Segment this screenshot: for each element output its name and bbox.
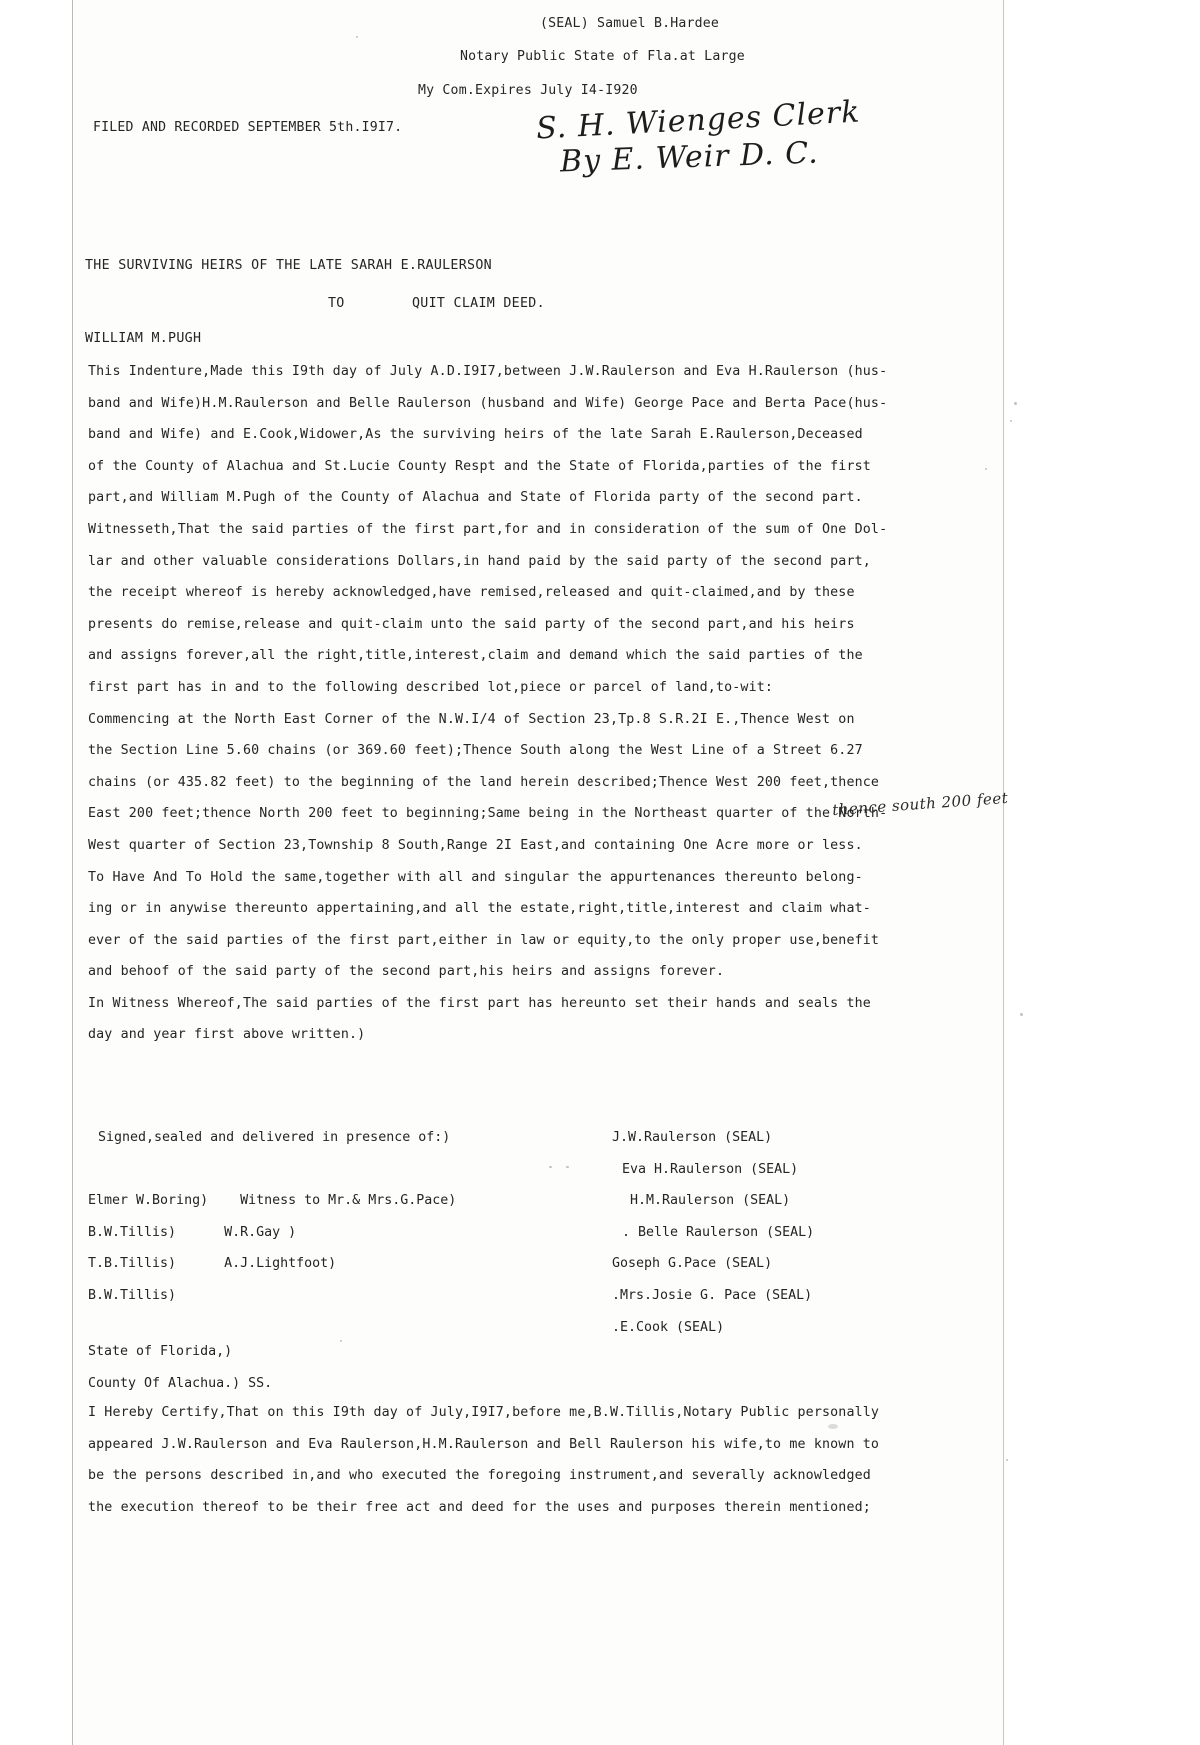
body-line: the receipt whereof is hereby acknowledged,have remised,released and quit-claimed,and by these <box>88 585 855 601</box>
county-line: County Of Alachua.) SS. <box>88 1375 273 1391</box>
signer-line: Eva H.Raulerson (SEAL) <box>622 1161 799 1177</box>
grantor-signature-column <box>612 1122 1002 1343</box>
body-line: In Witness Whereof,The said parties of the first part has hereunto set their hands and seals the <box>88 995 871 1011</box>
notary-commission-line: My Com.Expires July I4-I920 <box>418 83 638 98</box>
body-line: ever of the said parties of the first part,either in law or equity,to the only proper use,benefit <box>88 932 880 948</box>
scan-speck <box>549 1166 552 1168</box>
body-line: This Indenture,Made this I9th day of July A.D.I9I7,between J.W.Raulerson and Eva H.Raulerson (hus- <box>88 364 888 379</box>
page-right-margin <box>1004 0 1200 1745</box>
signer-line: .E.Cook (SEAL) <box>612 1319 725 1335</box>
notary-state-line: Notary Public State of Fla.at Large <box>460 49 745 64</box>
body-line: East 200 feet;thence North 200 feet to beginning;Same being in the Northeast quarter of the North- <box>88 806 888 822</box>
body-line: band and Wife)H.M.Raulerson and Belle Raulerson (husband and Wife) George Pace and Berta Pace(hus- <box>88 395 888 411</box>
venue-block <box>88 1336 588 1399</box>
body-line: the Section Line 5.60 chains (or 369.60 feet);Thence South along the West Line of a Street 6.27 <box>88 743 863 759</box>
witness-line: B.W.Tillis) <box>88 1287 177 1303</box>
signer-line: . Belle Raulerson (SEAL) <box>622 1224 815 1240</box>
body-line: part,and William M.Pugh of the County of Alachua and State of Florida party of the second part. <box>88 490 863 506</box>
scan-speck <box>356 36 358 38</box>
margin-correction-handwritten: thence south 200 feet <box>831 788 1009 820</box>
scan-speck <box>1020 1013 1023 1016</box>
acknowledgment-line: I Hereby Certify,That on this I9th day of July,I9I7,before me,B.W.Tillis,Notary Public personally <box>88 1405 880 1420</box>
state-line: State of Florida,) <box>88 1344 233 1359</box>
caption-to-word: TO <box>328 296 345 311</box>
witness-line: B.W.Tillis) W.R.Gay ) <box>88 1224 297 1240</box>
deputy-clerk-signature-handwritten: By E. Weir D. C. <box>559 135 820 180</box>
scan-speck <box>1010 420 1012 422</box>
body-line: presents do remise,release and quit-claim unto the said party of the second part,and his heirs <box>88 616 855 632</box>
scan-smudge <box>828 1424 838 1429</box>
clerk-signature-handwritten: S. H. Wienges Clerk <box>535 94 862 147</box>
page-left-margin <box>0 0 72 1745</box>
signer-line: Goseph G.Pace (SEAL) <box>612 1256 773 1272</box>
body-line: first part has in and to the following described lot,piece or parcel of land,to-wit: <box>88 679 774 695</box>
acknowledgment-line: the execution thereof to be their free act and deed for the uses and purposes therein mentioned; <box>88 1499 871 1515</box>
witness-signature-column <box>88 1122 558 1312</box>
body-line: West quarter of Section 23,Township 8 South,Range 2I East,and containing One Acre more or less. <box>88 837 863 853</box>
scan-speck <box>1014 402 1017 405</box>
acknowledgment-line: appeared J.W.Raulerson and Eva Raulerson,H.M.Raulerson and Bell Raulerson his wife,to me known to <box>88 1436 880 1452</box>
body-line: of the County of Alachua and St.Lucie County Respt and the State of Florida,parties of the first <box>88 458 871 474</box>
body-line: To Have And To Hold the same,together with all and singular the appurtenances thereunto belong- <box>88 869 863 885</box>
signer-line: .Mrs.Josie G. Pace (SEAL) <box>612 1287 813 1303</box>
caption-instrument-type: QUIT CLAIM DEED. <box>412 296 545 311</box>
scan-speck <box>985 468 987 470</box>
body-line: band and Wife) and E.Cook,Widower,As the surviving heirs of the late Sarah E.Raulerson,Deceased <box>88 427 863 443</box>
body-line: day and year first above written.) <box>88 1027 366 1043</box>
body-line: and behoof of the said party of the second part,his heirs and assigns forever. <box>88 964 725 980</box>
spacer <box>88 1154 558 1186</box>
scan-speck <box>1006 1459 1008 1461</box>
left-rule-line <box>72 0 73 1745</box>
caption-grantee: WILLIAM M.PUGH <box>85 331 202 346</box>
signer-line: H.M.Raulerson (SEAL) <box>630 1193 791 1209</box>
presence-line: Signed,sealed and delivered in presence of:) <box>98 1130 451 1145</box>
acknowledgment-block <box>88 1397 998 1523</box>
right-rule-line <box>1003 0 1004 1745</box>
body-line: ing or in anywise thereunto appertaining,and all the estate,right,title,interest and claim what- <box>88 901 871 917</box>
caption-grantors: THE SURVIVING HEIRS OF THE LATE SARAH E.RAULERSON <box>85 258 492 273</box>
acknowledgment-line: be the persons described in,and who executed the foregoing instrument,and severally acknowledged <box>88 1468 871 1484</box>
scan-speck <box>340 1340 342 1342</box>
body-line: Commencing at the North East Corner of the N.W.I/4 of Section 23,Tp.8 S.R.2I E.,Thence West on <box>88 711 855 727</box>
body-line: and assigns forever,all the right,title,interest,claim and demand which the said parties of the <box>88 648 863 664</box>
body-line: Witnesseth,That the said parties of the first part,for and in consideration of the sum of One Dol- <box>88 521 888 537</box>
witness-line: T.B.Tillis) A.J.Lightfoot) <box>88 1256 337 1272</box>
scan-speck <box>566 1166 569 1168</box>
signer-line: J.W.Raulerson (SEAL) <box>612 1130 773 1145</box>
body-line: lar and other valuable considerations Dollars,in hand paid by the said party of the second part, <box>88 553 871 569</box>
witness-line: Elmer W.Boring) Witness to Mr.& Mrs.G.Pace) <box>88 1193 457 1209</box>
filed-recorded-line: FILED AND RECORDED SEPTEMBER 5th.I9I7. <box>93 120 403 135</box>
notary-seal-line: (SEAL) Samuel B.Hardee <box>540 16 720 31</box>
body-line: chains (or 435.82 feet) to the beginning of the land herein described;Thence West 200 feet,thence <box>88 774 880 790</box>
deed-body <box>88 356 998 1051</box>
